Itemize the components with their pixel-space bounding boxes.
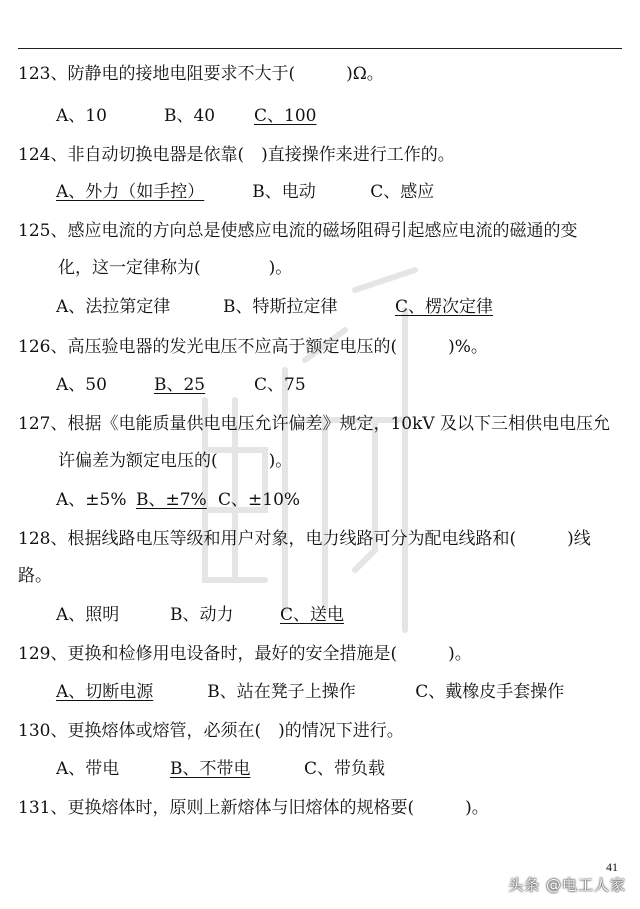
option-c-answer: C、送电 <box>280 605 345 625</box>
question-131: 131、更换熔体时，原则上新熔体与旧熔体的规格要( )。 <box>18 798 489 818</box>
option-b-answer: B、25 <box>154 375 206 395</box>
question-127-continued: 许偏差为额定电压的( )。 <box>58 451 293 471</box>
question-125-continued: 化，这一定律称为( )。 <box>58 258 293 278</box>
options-123 <box>56 104 316 128</box>
options-127 <box>56 488 300 512</box>
question-123: 123、防静电的接地电阻要求不大于( )Ω。 <box>18 64 384 84</box>
question-130: 130、更换熔体或熔管，必须在( )的情况下进行。 <box>18 721 404 741</box>
option-a: A、±5% <box>56 490 127 510</box>
options-130 <box>56 757 385 781</box>
option-c: C、±10% <box>218 490 301 510</box>
option-b: B、动力 <box>170 605 234 625</box>
top-rule <box>18 48 622 49</box>
question-125: 125、感应电流的方向总是使感应电流的磁场阻碍引起感应电流的磁通的变 <box>18 221 578 241</box>
option-c: C、感应 <box>370 182 435 202</box>
options-129 <box>56 680 564 704</box>
options-126 <box>56 373 306 397</box>
question-126: 126、高压验电器的发光电压不应高于额定电压的( )%。 <box>18 337 488 357</box>
option-c: C、75 <box>254 375 306 395</box>
option-a-answer: A、外力（如手控） <box>56 182 205 202</box>
option-b: B、电动 <box>252 182 316 202</box>
option-c-answer: C、楞次定律 <box>395 297 494 317</box>
option-c: C、戴橡皮手套操作 <box>415 682 565 702</box>
option-a: A、法拉第定律 <box>56 297 171 317</box>
options-128 <box>56 603 344 627</box>
source-watermark: 头条 @电工人家 <box>508 876 626 894</box>
option-a-answer: A、切断电源 <box>56 682 154 702</box>
question-124: 124、非自动切换电器是依靠( )直接操作来进行工作的。 <box>18 145 455 165</box>
option-a: A、50 <box>56 375 107 395</box>
option-b-answer: B、不带电 <box>170 759 251 779</box>
options-125 <box>56 295 493 319</box>
option-b: B、特斯拉定律 <box>223 297 338 317</box>
option-c: C、带负载 <box>304 759 386 779</box>
question-128-continued: 路。 <box>18 566 52 586</box>
page-number: 41 <box>606 860 618 874</box>
option-a: A、带电 <box>56 759 120 779</box>
option-b-answer: B、±7% <box>136 490 207 510</box>
question-127: 127、根据《电能质量供电电压允许偏差》规定，10kV 及以下三相供电电压允 <box>18 414 611 434</box>
option-a: A、10 <box>56 106 107 126</box>
option-b: B、站在凳子上操作 <box>207 682 356 702</box>
option-c-answer: C、100 <box>254 106 317 126</box>
question-128: 128、根据线路电压等级和用户对象，电力线路可分为配电线路和( )线 <box>18 529 591 549</box>
question-129: 129、更换和检修用电设备时，最好的安全措施是( )。 <box>18 644 472 664</box>
option-a: A、照明 <box>56 605 120 625</box>
options-124 <box>56 180 434 204</box>
option-b: B、40 <box>164 106 216 126</box>
